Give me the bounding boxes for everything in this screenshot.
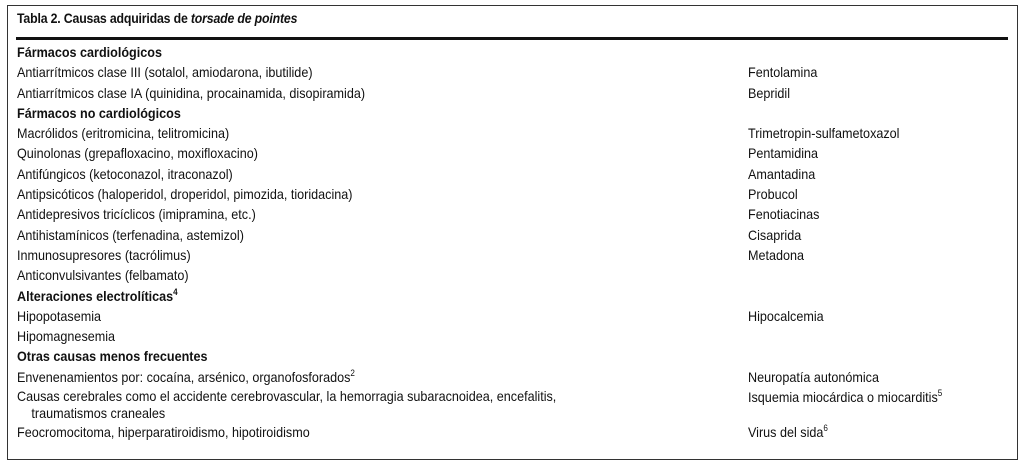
cause-text: Trimetropin-sulfametoxazol: [748, 125, 900, 142]
table-row: [8, 225, 1017, 245]
cause-text: Fentolamina: [748, 64, 818, 81]
table-row: [8, 367, 1017, 387]
cause-right: [748, 245, 804, 265]
cause-right: [748, 123, 899, 143]
section-header-row: [8, 286, 1017, 306]
cause-left: [17, 422, 310, 442]
cause-text: Antiarrítmicos clase III (sotalol, amiodarona, ibutilide): [17, 64, 313, 81]
cause-text: Hipopotasemia: [17, 307, 102, 324]
cause-right: [748, 422, 828, 442]
cause-right: [748, 367, 879, 387]
cause-text: Otras causas menos frecuentes: [17, 348, 208, 365]
cause-text: Fármacos cardiológicos: [17, 44, 162, 60]
cause-right: [748, 62, 817, 82]
cause-text-continued: traumatismos craneales: [31, 405, 166, 422]
table-row: [8, 83, 1017, 103]
section-title: [17, 103, 181, 123]
cause-text: Antidepresivos tricíclicos (imipramina, etc.): [17, 206, 256, 223]
table-caption: [17, 10, 297, 26]
cause-left: [17, 204, 256, 224]
cause-right: [748, 225, 801, 245]
reference-superscript: 5: [937, 388, 943, 399]
section-title: [17, 42, 162, 62]
cause-text: Antipsicóticos (haloperidol, droperidol, pimozida, tioridacina): [17, 186, 353, 203]
cause-text: Bepridil: [748, 84, 791, 101]
table-row: [8, 422, 1017, 442]
caption-prefix: Tabla 2. Causas adquiridas de: [17, 10, 191, 26]
table-row: [8, 306, 1017, 326]
table-row: [8, 204, 1017, 224]
cause-text: Amantadina: [748, 165, 816, 182]
cause-right: [748, 387, 942, 407]
reference-superscript: 4: [173, 286, 178, 297]
cause-left: [17, 123, 229, 143]
table-row: [8, 143, 1017, 163]
cause-right: [748, 83, 790, 103]
cause-left: [17, 143, 258, 163]
cause-text: Anticonvulsivantes (felbamato): [17, 267, 189, 284]
cause-text: Metadona: [748, 246, 805, 263]
cause-text: Neuropatía autonómica: [748, 368, 879, 385]
cause-left: [17, 83, 365, 103]
cause-left: [17, 265, 189, 285]
header-rule: [16, 37, 1008, 40]
cause-left: [17, 367, 355, 387]
table-row: [8, 245, 1017, 265]
table-row: [8, 164, 1017, 184]
table-frame: [7, 5, 1018, 460]
cause-left: [17, 164, 233, 184]
cause-left: [17, 388, 679, 422]
cause-text: Fármacos no cardiológicos: [17, 104, 181, 121]
cause-text: Probucol: [748, 186, 798, 203]
cause-left: [17, 245, 191, 265]
cause-text: Hipomagnesemia: [17, 328, 116, 345]
cause-text: Virus del sida: [748, 424, 824, 441]
table-row: [8, 265, 1017, 285]
cause-text: Hipocalcemia: [748, 307, 824, 324]
cause-text: Quinolonas (grepafloxacino, moxifloxacino): [17, 145, 258, 162]
reference-superscript: 2: [350, 367, 355, 378]
table-row: [8, 326, 1017, 346]
table-body: [8, 42, 1017, 442]
section-title: [17, 286, 178, 306]
section-header-row: [8, 103, 1017, 123]
cause-text: Pentamidina: [748, 145, 819, 162]
cause-left: [17, 184, 352, 204]
cause-text: Alteraciones electrolíticas: [17, 287, 174, 304]
table-row: [8, 123, 1017, 143]
cause-text: Cisaprida: [748, 226, 802, 243]
cause-text: Macrólidos (eritromicina, telitromicina): [17, 125, 230, 142]
reference-superscript: 6: [823, 423, 828, 434]
cause-right: [748, 143, 818, 163]
cause-left: [17, 326, 115, 346]
table-row: [8, 62, 1017, 82]
cause-right: [748, 306, 824, 326]
caption-italic: torsade de pointes: [190, 10, 298, 26]
cause-text: Envenenamientos por: cocaína, arsénico, organofosforados: [17, 368, 351, 385]
section-header-row: [8, 346, 1017, 366]
cause-text: Causas cerebrales como el accidente cerebrovascular, la hemorragia subaracnoidea, encefalitis,: [17, 388, 557, 405]
cause-text: Antifúngicos (ketoconazol, itraconazol): [17, 165, 233, 182]
cause-text: Isquemia miocárdica o miocarditis: [748, 389, 938, 406]
cause-text: Feocromocitoma, hiperparatiroidismo, hipotiroidismo: [17, 424, 310, 441]
cause-right: [748, 184, 798, 204]
cause-text: Antiarrítmicos clase IA (quinidina, procainamida, disopiramida): [17, 84, 366, 101]
table-row: [8, 387, 1017, 422]
table-row: [8, 184, 1017, 204]
cause-text: Fenotiacinas: [748, 206, 820, 223]
cause-right: [748, 164, 815, 184]
cause-right: [748, 204, 819, 224]
section-title: [17, 346, 207, 366]
section-header-row: [8, 42, 1017, 62]
cause-text: Inmunosupresores (tacrólimus): [17, 246, 191, 263]
cause-left: [17, 62, 313, 82]
cause-left: [17, 306, 101, 326]
cause-left: [17, 225, 244, 245]
cause-text: Antihistamínicos (terfenadina, astemizol): [17, 226, 244, 243]
